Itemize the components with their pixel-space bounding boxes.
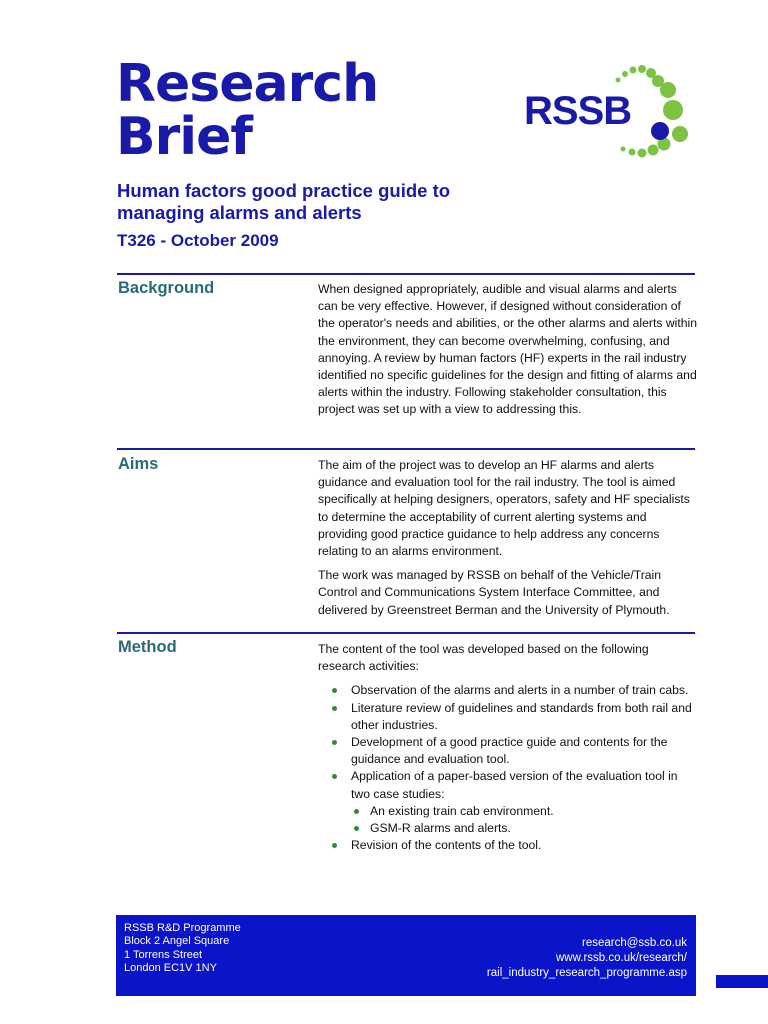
footer-email-link[interactable]: research@ssb.co.uk — [582, 937, 687, 949]
aims-text — [318, 457, 698, 626]
method-heading: Method — [118, 638, 177, 656]
section-divider — [117, 632, 695, 634]
list-item: Development of a good practice guide and contents for the guidance and evaluation tool. — [318, 734, 698, 768]
logo-text: RSSB — [524, 89, 632, 133]
aims-paragraph: The work was managed by RSSB on behalf of the Vehicle/Train Control and Communications System Interface Committee, and delivered by Greenstreet Berman and the University of Plymouth. — [318, 568, 670, 617]
footer — [116, 915, 696, 996]
list-item: Application of a paper-based version of the evaluation tool in two case studies: An existing train cab environment. GSM-R alarms and alerts. — [318, 768, 698, 837]
list-item: Revision of the contents of the tool. — [318, 837, 698, 854]
page-title — [116, 54, 379, 167]
title-line-1: Research — [116, 54, 379, 114]
corner-tab — [716, 975, 768, 988]
section-divider — [117, 273, 695, 275]
list-item: Literature review of guidelines and standards from both rail and other industries. — [318, 700, 698, 734]
title-line-2: Brief — [116, 107, 252, 167]
footer-contact — [487, 936, 687, 981]
sub-list-item: An existing train cab environment. — [351, 803, 698, 820]
document-subtitle: Human factors good practice guide to managing alarms and alerts — [117, 180, 451, 223]
method-intro: The content of the tool was developed based on the following research activities: — [318, 642, 649, 674]
aims-paragraph: The aim of the project was to develop an HF alarms and alerts guidance and evaluation tool for the rail industry. The tool is aimed specifically at helping designers, operators, safety and HF specialists to determine the acceptability of current alerting systems and providing good practice guidance to help address any concerns relating to an alarms environment. — [318, 458, 690, 559]
logo-blue-dot — [651, 122, 669, 140]
sub-list-item: GSM-R alarms and alerts. — [351, 820, 698, 837]
method-text — [318, 641, 698, 854]
background-text — [318, 281, 698, 426]
footer-address: RSSB R&D Programme Block 2 Angel Square 1 Torrens Street London EC1V 1NY — [124, 922, 241, 974]
aims-heading: Aims — [118, 455, 159, 473]
reference-date: T326 - October 2009 — [117, 231, 279, 250]
sub-list — [351, 803, 698, 837]
background-paragraph: When designed appropriately, audible and visual alarms and alerts can be very effective. However, if designed without consideration of the operator's needs and abilities, or the other alarms and alerts within the environment, they can become overwhelming, confusing, and annoying. A review by human factors (HF) experts in the rail industry identified no specific guidelines for the design and fitting of alarms and alerts within the industry. Following stakeholder consultation, this project was set up with a view to addressing this. — [318, 282, 697, 417]
background-heading: Background — [118, 279, 215, 297]
list-item: Observation of the alarms and alerts in a number of train cabs. — [318, 682, 698, 699]
footer-url-link[interactable]: www.rssb.co.uk/research/ rail_industry_research_programme.asp — [486, 952, 687, 979]
rssb-logo — [520, 60, 700, 160]
section-divider — [117, 448, 695, 450]
method-list — [318, 682, 698, 854]
